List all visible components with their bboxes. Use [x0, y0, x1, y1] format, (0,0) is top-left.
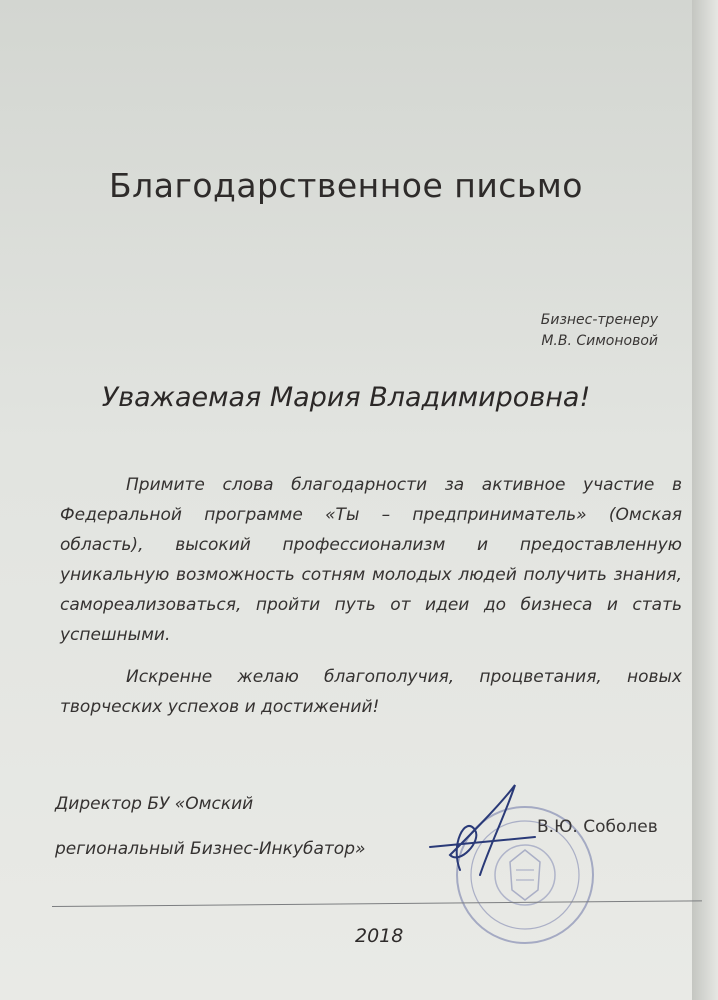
- addressee-role: Бизнес-тренеру: [540, 312, 658, 328]
- signatory-position-line2: региональный Бизнес-Инкубатор»: [55, 839, 366, 859]
- letter-title: Благодарственное письмо: [109, 166, 583, 205]
- body-paragraph-thanks: Примите слова благодарности за активное участие в Федеральной программе «Ты – предприниматель» (Омская область), высокий профессионализм и предоставленную уникальную возможность сотням молодых людей получить знания, самореализоваться, пройти путь от идеи до бизнеса и стать успешными.: [60, 475, 682, 645]
- body-paragraph-wishes: Искренне желаю благополучия, процветания, новых творческих успехов и достижений!: [60, 667, 682, 717]
- signatory-name: В.Ю. Соболев: [537, 817, 658, 837]
- addressee-name: М.В. Симоновой: [541, 333, 658, 349]
- page-edge-shadow: [688, 0, 718, 1000]
- signatory-position: [55, 782, 366, 872]
- greeting: Уважаемая Мария Владимировна!: [101, 382, 591, 413]
- addressee-block: [541, 310, 658, 352]
- footer-rule: [52, 900, 702, 907]
- letter-body: [60, 470, 682, 734]
- letter-year: 2018: [355, 925, 404, 947]
- signatory-position-line1: Директор БУ «Омский: [55, 794, 254, 814]
- signature-icon: [420, 775, 540, 885]
